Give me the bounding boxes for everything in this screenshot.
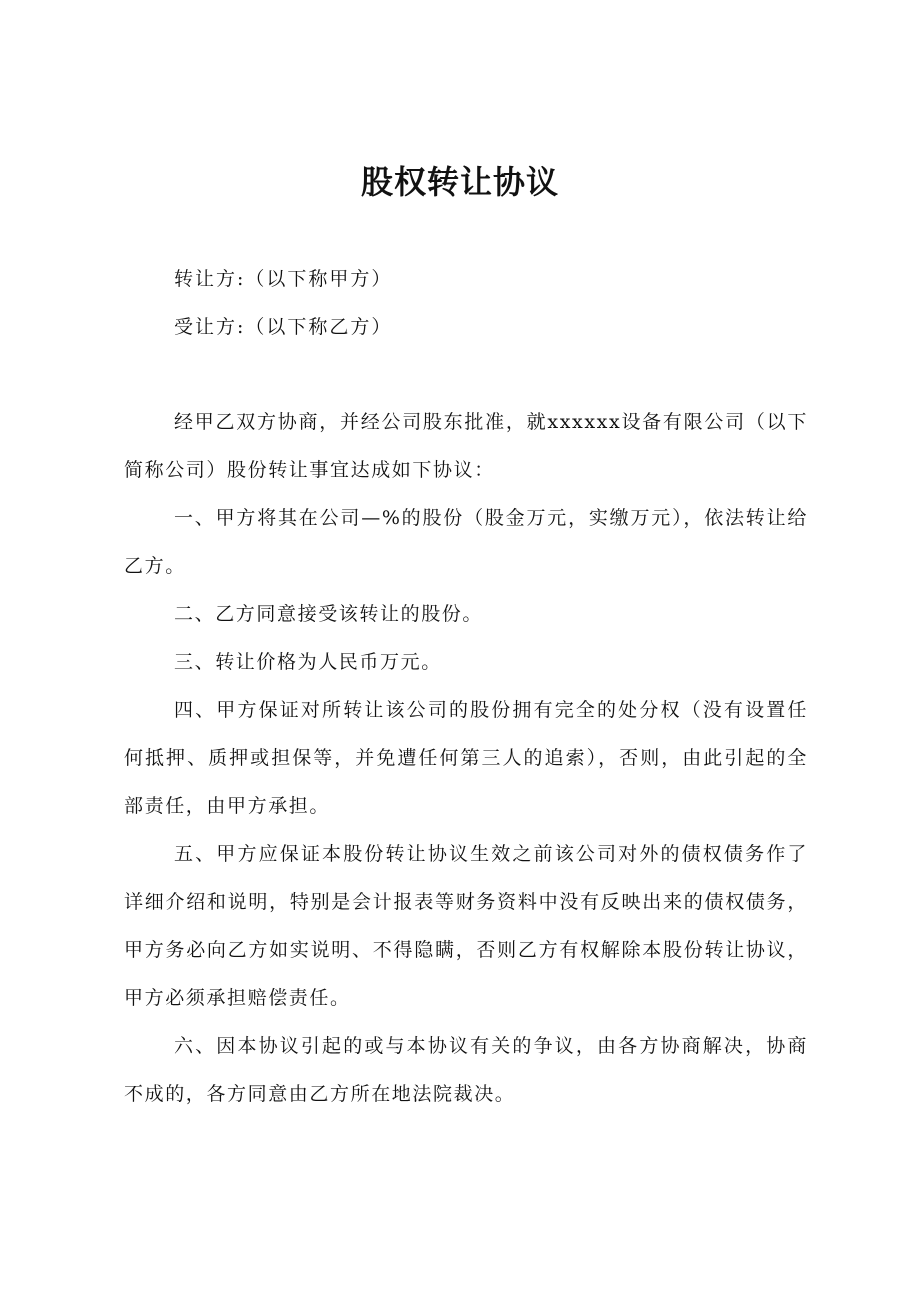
document-title: 股权转让协议 bbox=[360, 163, 559, 201]
transferee-line: 受让方:（以下称乙方） bbox=[174, 316, 393, 338]
transferor-line: 转让方:（以下称甲方） bbox=[174, 268, 393, 290]
clause-3: 三、转让价格为人民币万元。 bbox=[174, 651, 442, 673]
clause-5: 五、甲方应保证本股份转让协议生效之前该公司对外的债权债务作了详细介绍和说明，特别是会计报表等财务资料中没有反映出来的债权债务，甲方务必向乙方如实说明、不得隐瞒，否则乙方有权解除本股份转让协议，甲方必须承担赔偿责任。 bbox=[124, 843, 808, 1009]
clause-2: 二、乙方同意接受该转让的股份。 bbox=[174, 603, 484, 625]
intro-paragraph: 经甲乙双方协商，并经公司股东批准，就xxxxxx设备有限公司（以下简称公司）股份转让事宜达成如下协议： bbox=[124, 411, 808, 481]
agreement-body bbox=[124, 398, 808, 1118]
clause-4: 四、甲方保证对所转让该公司的股份拥有完全的处分权（没有设置任何抵押、质押或担保等，并免遭任何第三人的追索），否则，由此引起的全部责任，由甲方承担。 bbox=[124, 699, 808, 817]
clause-6: 六、因本协议引起的或与本协议有关的争议，由各方协商解决，协商不成的，各方同意由乙方所在地法院裁决。 bbox=[124, 1035, 808, 1105]
clause-1: 一、甲方将其在公司—%的股份（股金万元，实缴万元），依法转让给乙方。 bbox=[124, 507, 808, 577]
